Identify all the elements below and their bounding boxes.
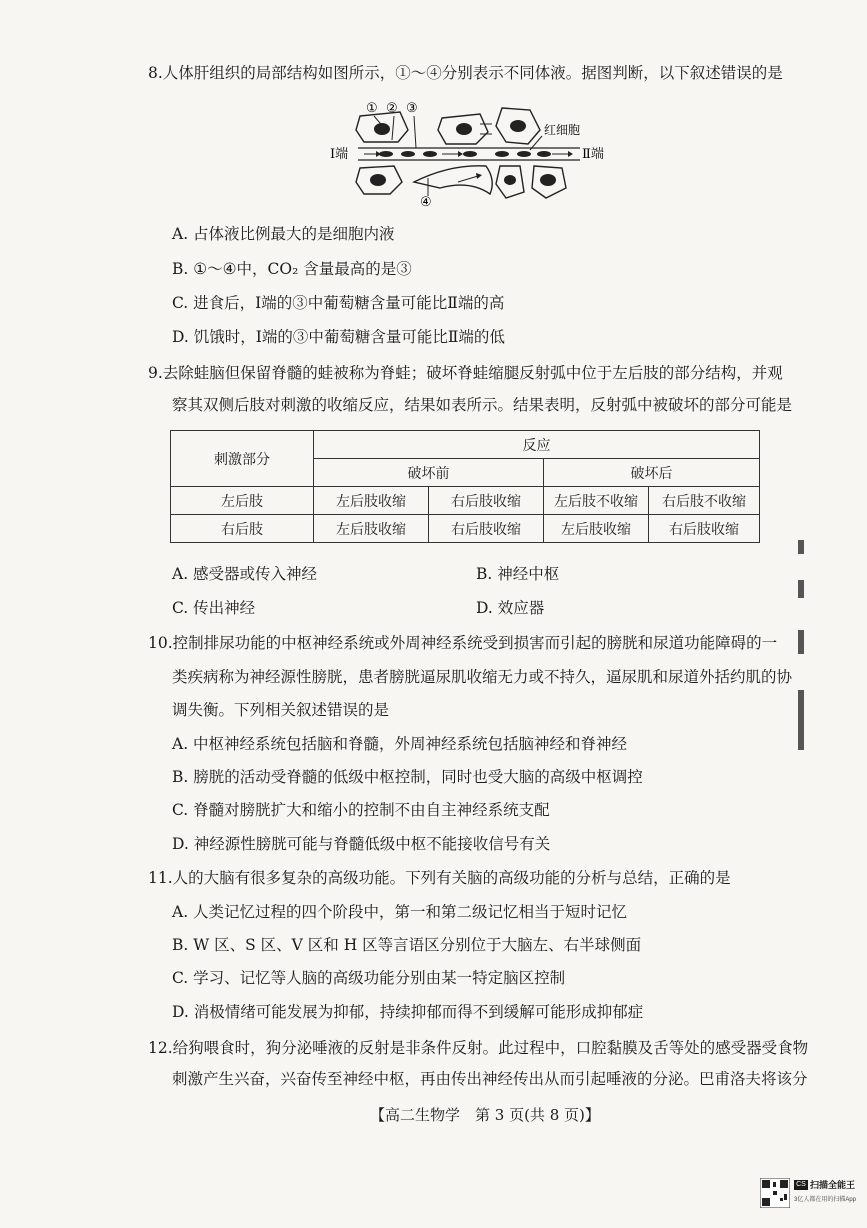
q11-option-b[interactable]: B. W 区、S 区、V 区和 H 区等言语区分别位于大脑左、右半球侧面 bbox=[172, 936, 642, 954]
table-cell: 左后肢不收缩 bbox=[544, 487, 649, 515]
q11-option-d[interactable]: D. 消极情绪可能发展为抑郁，持续抑郁而得不到缓解可能形成抑郁症 bbox=[172, 1003, 644, 1021]
q10-option-b[interactable]: B. 膀胱的活动受脊髓的低级中枢控制，同时也受大脑的高级中枢调控 bbox=[172, 768, 643, 786]
stamp-brand: 扫描全能王 bbox=[810, 1180, 856, 1190]
table-cell: 左后肢 bbox=[171, 487, 314, 515]
diagram-end-right: Ⅱ端 bbox=[582, 147, 604, 162]
q10-stem-line2: 类疾病称为神经源性膀胱，患者膀胱逼尿肌收缩无力或不持久，逼尿肌和尿道外括约肌的协 bbox=[172, 668, 793, 686]
table-row bbox=[171, 487, 760, 515]
q11-option-a[interactable]: A. 人类记忆过程的四个阶段中，第一和第二级记忆相当于短时记忆 bbox=[172, 903, 628, 921]
table-header-before: 破坏前 bbox=[314, 459, 544, 487]
q10-option-d[interactable]: D. 神经源性膀胱可能与脊髓低级中枢不能接收信号有关 bbox=[172, 835, 551, 853]
q9-option-d[interactable]: D. 效应器 bbox=[476, 599, 545, 617]
table-cell: 右后肢不收缩 bbox=[649, 487, 760, 515]
scanner-watermark bbox=[760, 1174, 857, 1214]
qr-code-icon bbox=[760, 1178, 790, 1208]
q9-option-c[interactable]: C. 传出神经 bbox=[172, 599, 256, 617]
liver-tissue-diagram bbox=[330, 96, 620, 208]
q9-option-a[interactable]: A. 感受器或传入神经 bbox=[172, 565, 318, 583]
q8-stem: 8.人体肝组织的局部结构如图所示，①～④分别表示不同体液。据图判断，以下叙述错误的是 bbox=[148, 64, 783, 82]
table-header-stim: 刺激部分 bbox=[171, 431, 314, 487]
q12-stem-line1: 12.给狗喂食时，狗分泌唾液的反射是非条件反射。此过程中，口腔黏膜及舌等处的感受器受食物 bbox=[148, 1039, 809, 1057]
diagram-label-1: ① bbox=[366, 101, 378, 116]
q11-option-c[interactable]: C. 学习、记忆等人脑的高级功能分别由某一特定脑区控制 bbox=[172, 969, 566, 987]
table-cell: 左后肢收缩 bbox=[314, 515, 429, 543]
diagram-rbc-label: 红细胞 bbox=[544, 123, 581, 137]
q9-stem-line1: 9.去除蛙脑但保留脊髓的蛙被称为脊蛙；破坏脊蛙缩腿反射弧中位于左后肢的部分结构，并观 bbox=[148, 364, 783, 382]
q9-option-b[interactable]: B. 神经中枢 bbox=[476, 565, 560, 583]
table-row bbox=[171, 515, 760, 543]
table-header-response: 反应 bbox=[314, 431, 760, 459]
page-footer: 【高二生物学 第 3 页(共 8 页)】 bbox=[370, 1106, 600, 1124]
q8-option-a[interactable]: A. 占体液比例最大的是细胞内液 bbox=[172, 225, 395, 243]
cs-logo: CS bbox=[794, 1180, 808, 1190]
q10-stem-line1: 10.控制排尿功能的中枢神经系统或外周神经系统受到损害而引起的膀胱和尿道功能障碍的一 bbox=[148, 634, 778, 652]
table-cell: 右后肢 bbox=[171, 515, 314, 543]
q8-option-d[interactable]: D. 饥饿时，Ⅰ端的③中葡萄糖含量可能比Ⅱ端的低 bbox=[172, 328, 505, 346]
table-cell: 左后肢收缩 bbox=[314, 487, 429, 515]
table-cell: 右后肢收缩 bbox=[649, 515, 760, 543]
diagram-label-2: ② bbox=[386, 101, 398, 116]
q10-option-c[interactable]: C. 脊髓对膀胱扩大和缩小的控制不由自主神经系统支配 bbox=[172, 801, 550, 819]
table-header-after: 破坏后 bbox=[544, 459, 760, 487]
q10-stem-line3: 调失衡。下列相关叙述错误的是 bbox=[172, 701, 390, 719]
diagram-label-3: ③ bbox=[406, 101, 418, 116]
diagram-label-4: ④ bbox=[420, 195, 432, 208]
table-cell: 右后肢收缩 bbox=[429, 487, 544, 515]
q12-stem-line2: 刺激产生兴奋，兴奋传至神经中枢，再由传出神经传出从而引起唾液的分泌。巴甫洛夫将该分 bbox=[172, 1070, 808, 1088]
table-cell: 右后肢收缩 bbox=[429, 515, 544, 543]
q9-stem-line2: 察其双侧后肢对刺激的收缩反应，结果如表所示。结果表明，反射弧中被破坏的部分可能是 bbox=[172, 396, 793, 414]
diagram-end-left: Ⅰ端 bbox=[330, 147, 349, 162]
table-cell: 左后肢收缩 bbox=[544, 515, 649, 543]
q11-stem: 11.人的大脑有很多复杂的高级功能。下列有关脑的高级功能的分析与总结，正确的是 bbox=[148, 869, 731, 887]
scan-edge-marks bbox=[792, 540, 812, 770]
q10-option-a[interactable]: A. 中枢神经系统包括脑和脊髓，外周神经系统包括脑神经和脊神经 bbox=[172, 735, 628, 753]
q8-option-b[interactable]: B. ①～④中，CO₂ 含量最高的是③ bbox=[172, 260, 412, 278]
q8-option-c[interactable]: C. 进食后，Ⅰ端的③中葡萄糖含量可能比Ⅱ端的高 bbox=[172, 294, 505, 312]
stamp-subtitle: 3亿人都在用的扫描App bbox=[794, 1197, 857, 1203]
reflex-results-table bbox=[170, 430, 760, 543]
